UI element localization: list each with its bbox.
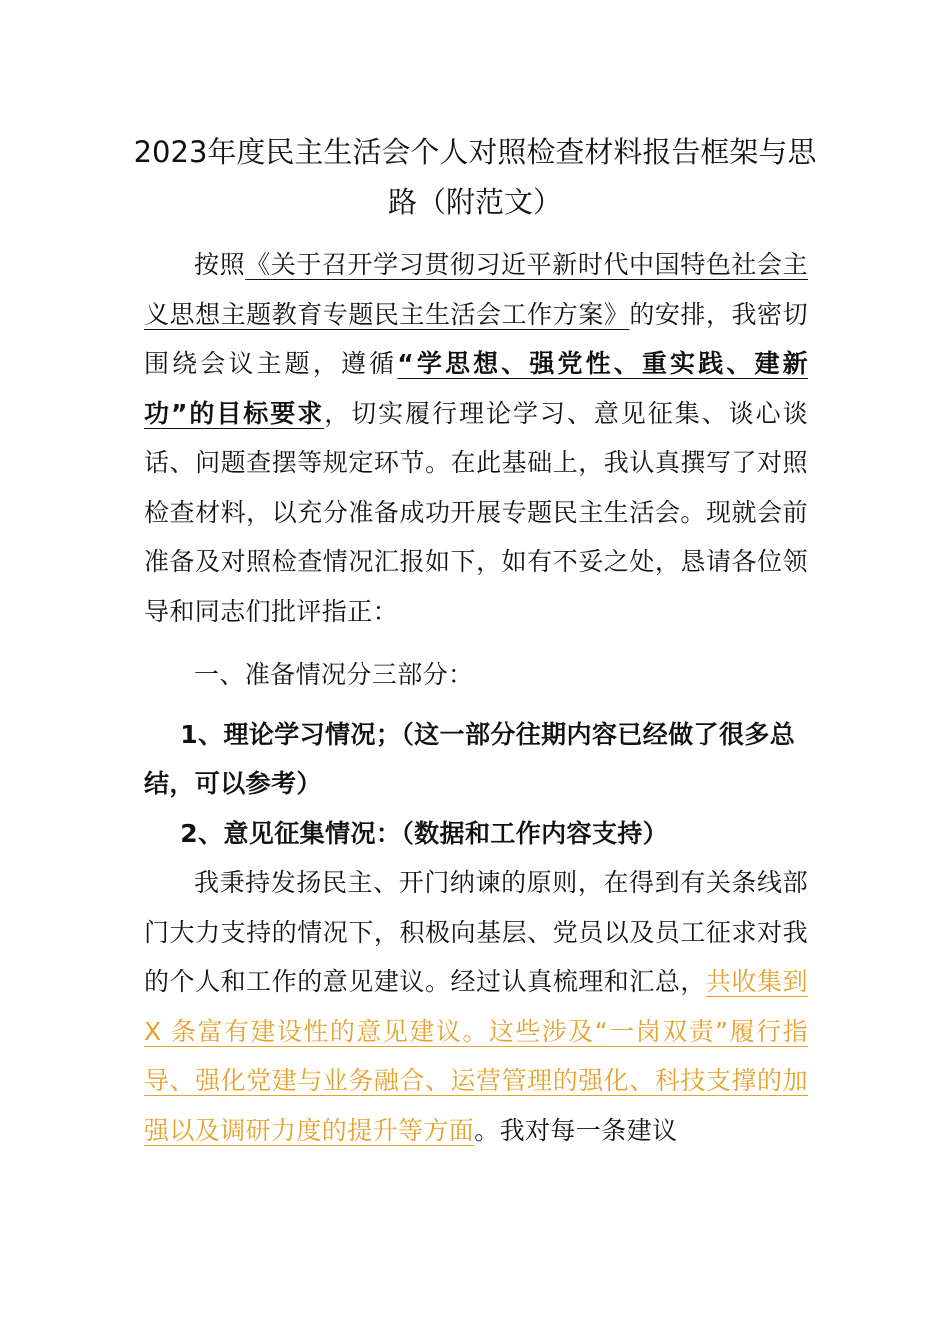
intro-prefix: 按照 bbox=[194, 250, 246, 279]
opinion-prefix: 我秉持发扬民主、开门纳谏的原则，在得到有关条线部门大力支持的情况下，积极向基层、党员以及员工征求对我的个人和工作的意见建议。经过认真梳理和汇总， bbox=[144, 868, 808, 996]
intro-paragraph bbox=[144, 240, 808, 636]
subsection-heading-1: 1、理论学习情况；（这一部分往期内容已经做了很多总结，可以参考） bbox=[144, 719, 796, 798]
document-body bbox=[144, 240, 808, 1155]
intro-bold-goal: “学思想、强党性、重实践、建新功”的目标要求 bbox=[144, 349, 809, 428]
subsection-heading-2: 2、意见征集情况：（数据和工作内容支持） bbox=[180, 818, 669, 848]
section-heading-1: 一、准备情况分三部分： bbox=[194, 660, 474, 689]
intro-middle: 的安排，我密切围绕会议主题，遵循 bbox=[144, 299, 808, 378]
intro-suffix: ，切实履行理论学习、意见征集、谈心谈话、问题查摆等规定环节。在此基础上，我认真撰写了对照检查材料，以充分准备成功开展专题民主生活会。现就会前准备及对照检查情况汇报如下，如有不妥之处，恳请各位领导和同志们批评指正： bbox=[144, 398, 808, 626]
opinion-highlight: 共收集到 X 条富有建设性的意见建议。这些涉及“一岗双责”履行指导、强化党建与业务融合、运营管理的强化、科技支撑的加强以及调研力度的提升等方面 bbox=[144, 967, 808, 1145]
intro-linked-doc: 《关于召开学习贯彻习近平新时代中国特色社会主义思想主题教育专题民主生活会工作方案》 bbox=[144, 250, 808, 329]
opinion-suffix: 。我对每一条建议 bbox=[474, 1115, 678, 1145]
document-title: 2023年度民主生活会个人对照检查材料报告框架与思路（附范文） bbox=[133, 135, 817, 219]
opinion-paragraph bbox=[144, 858, 808, 1155]
